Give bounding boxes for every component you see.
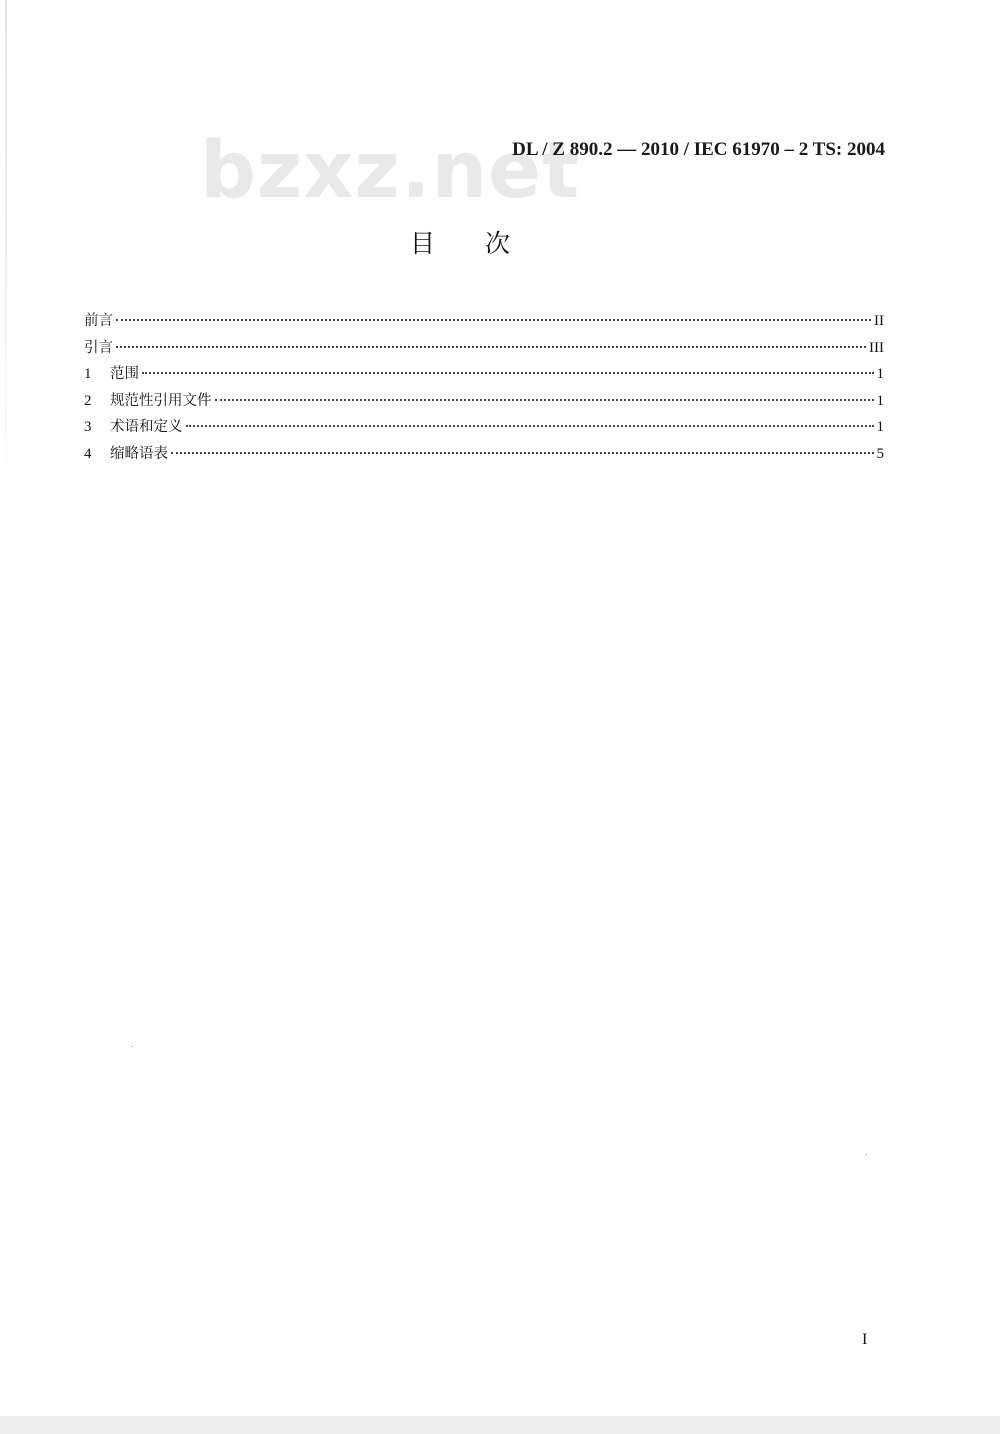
toc-leader-dots <box>215 399 874 401</box>
document-code: DL / Z 890.2 — 2010 / IEC 61970 – 2 TS: 2004 <box>512 139 885 160</box>
viewer-bottom-band <box>0 1416 1000 1434</box>
toc-leader-dots <box>186 425 874 427</box>
toc-leader-dots <box>116 346 866 348</box>
toc-entry-terms-definitions[interactable] <box>84 414 884 441</box>
toc-entry-abbreviations[interactable] <box>84 441 884 468</box>
table-of-contents <box>84 308 884 468</box>
toc-entry-number: 1 <box>84 366 92 383</box>
toc-entry-page: 5 <box>876 445 884 462</box>
toc-entry-number: 3 <box>84 419 92 436</box>
page-number: I <box>862 1331 868 1348</box>
toc-entry-label: 范围 <box>110 366 139 383</box>
toc-leader-dots <box>116 319 871 321</box>
scan-speck <box>131 1046 133 1047</box>
watermark: bzxz.net <box>200 126 581 216</box>
toc-entry-number: 4 <box>84 445 92 462</box>
toc-entry-label: 术语和定义 <box>110 419 183 436</box>
toc-entry-introduction[interactable] <box>84 335 884 362</box>
toc-entry-normative-references[interactable] <box>84 388 884 415</box>
toc-entry-label: 缩略语表 <box>110 445 168 462</box>
toc-entry-page: II <box>874 313 884 329</box>
toc-entry-page: 1 <box>876 392 884 409</box>
toc-entry-label: 前言 <box>84 313 113 329</box>
toc-entry-label: 规范性引用文件 <box>110 392 212 409</box>
toc-entry-page: 1 <box>876 419 884 436</box>
toc-entry-foreword[interactable] <box>84 308 884 335</box>
toc-entry-page: 1 <box>876 366 884 383</box>
toc-leader-dots <box>171 452 874 454</box>
toc-entry-number: 2 <box>84 392 92 409</box>
toc-leader-dots <box>142 372 874 374</box>
toc-entry-scope[interactable] <box>84 361 884 388</box>
toc-entry-label: 引言 <box>84 339 113 356</box>
scan-speck <box>865 1154 867 1155</box>
toc-title: 目次 <box>409 229 560 258</box>
toc-entry-page: III <box>869 339 884 356</box>
